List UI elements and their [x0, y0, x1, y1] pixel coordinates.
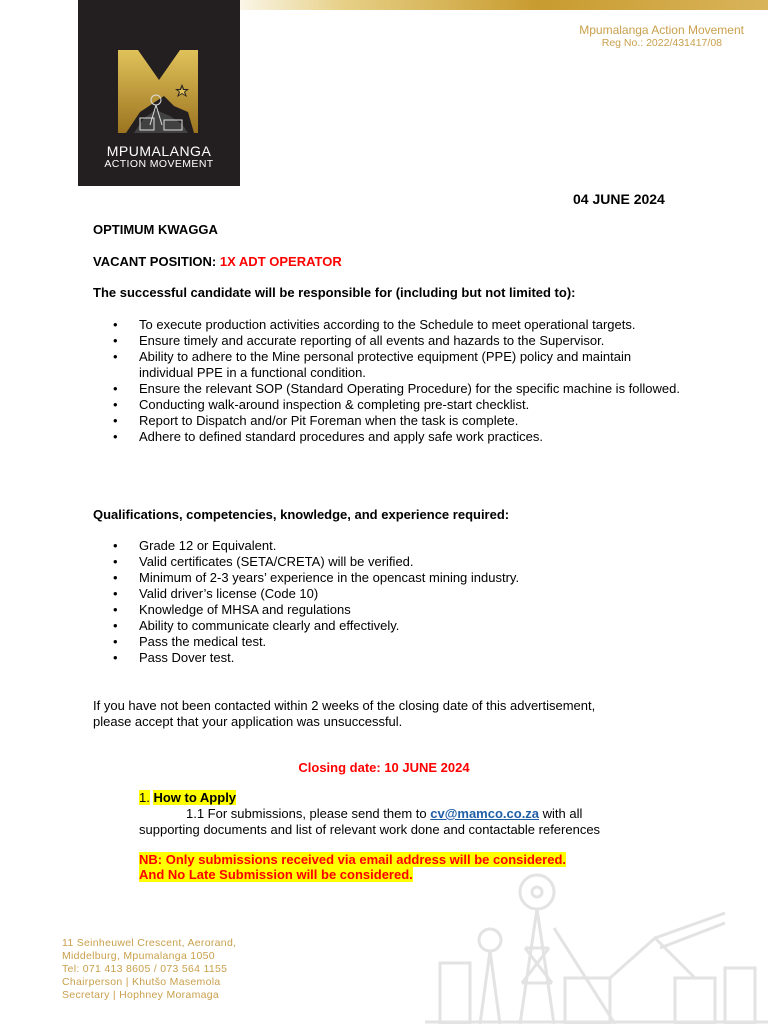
- contact-note-line1: If you have not been contacted within 2 weeks of the closing date of this advertisement,: [93, 698, 596, 713]
- responsibilities-list: [93, 317, 683, 445]
- footer-secretary: Secretary | Hophney Moramaga: [62, 989, 220, 1001]
- qualifications-heading: Qualifications, competencies, knowledge, and experience required:: [93, 507, 510, 522]
- vacant-position: [93, 254, 342, 269]
- email-link[interactable]: cv@mamco.co.za: [430, 806, 540, 821]
- company-name: OPTIMUM KWAGGA: [93, 222, 218, 237]
- org-reg-number: Reg No.: 2022/431417/08: [601, 37, 722, 49]
- list-item: • Grade 12 or Equivalent.: [93, 538, 683, 554]
- list-item: • Ensure the relevant SOP (Standard Operating Procedure) for the specific machine is followed.: [93, 381, 683, 397]
- list-item: • Report to Dispatch and/or Pit Foreman when the task is complete.: [93, 413, 683, 429]
- how-to-apply-number: 1.: [139, 790, 150, 805]
- list-item: • Adhere to defined standard procedures and apply safe work practices.: [93, 429, 683, 445]
- how-to-apply-heading: [139, 790, 236, 805]
- qualifications-list: [93, 538, 683, 666]
- organization-logo: [78, 0, 240, 186]
- list-item: • Ensure timely and accurate reporting of all events and hazards to the Supervisor.: [93, 333, 683, 349]
- how-to-apply-title: How to Apply: [153, 790, 237, 805]
- nb-note-text2: And No Late Submission will be considered.: [139, 867, 413, 882]
- list-item: • Pass Dover test.: [93, 650, 683, 666]
- closing-date: Closing date: 10 JUNE 2024: [298, 760, 470, 775]
- responsibilities-heading: The successful candidate will be responsible for (including but not limited to):: [93, 285, 576, 300]
- submission-suffix: with all: [542, 806, 583, 821]
- footer-address-line1: 11 Seinheuwel Crescent, Aerorand,: [62, 937, 237, 949]
- position-value: 1X ADT OPERATOR: [219, 254, 342, 269]
- nb-note-line1: [139, 852, 566, 867]
- list-item: • To execute production activities according to the Schedule to meet operational targets.: [93, 317, 683, 333]
- list-item: • Minimum of 2-3 years’ experience in the opencast mining industry.: [93, 570, 683, 586]
- footer-address-line2: Middelburg, Mpumalanga 1050: [62, 950, 215, 962]
- footer-phone: Tel: 071 413 8605 / 073 564 1155: [62, 963, 228, 975]
- list-item: • Ability to adhere to the Mine personal protective equipment (PPE) policy and maintain individual PPE in a functional condition.: [93, 349, 683, 381]
- footer-chairperson: Chairperson | Khutšo Masemola: [62, 976, 221, 988]
- document-date: 04 JUNE 2024: [573, 191, 665, 207]
- org-name: Mpumalanga Action Movement: [579, 23, 744, 37]
- submission-prefix: 1.1 For submissions, please send them to: [186, 806, 427, 821]
- logo-text-line1: MPUMALANGA: [106, 143, 212, 159]
- nb-note-text1: NB: Only submissions received via email address will be considered.: [139, 852, 566, 867]
- list-item: • Valid certificates (SETA/CRETA) will be verified.: [93, 554, 683, 570]
- list-item: • Valid driver’s license (Code 10): [93, 586, 683, 602]
- list-item: • Conducting walk-around inspection & completing pre-start checklist.: [93, 397, 683, 413]
- mine-headframe-illustration-icon: [425, 868, 768, 1024]
- contact-note-line2: please accept that your application was unsuccessful.: [93, 714, 403, 729]
- list-item: • Knowledge of MHSA and regulations: [93, 602, 683, 618]
- position-label: VACANT POSITION:: [93, 254, 217, 269]
- list-item: • Ability to communicate clearly and effectively.: [93, 618, 683, 634]
- nb-note-line2: [139, 867, 413, 882]
- logo-text-line2: ACTION MOVEMENT: [104, 158, 214, 170]
- submission-instructions-line2: supporting documents and list of relevant work done and contactable references: [139, 822, 601, 837]
- submission-instructions-line1: [186, 806, 582, 821]
- footer-contact-block: [62, 937, 236, 1002]
- list-item: • Pass the medical test.: [93, 634, 683, 650]
